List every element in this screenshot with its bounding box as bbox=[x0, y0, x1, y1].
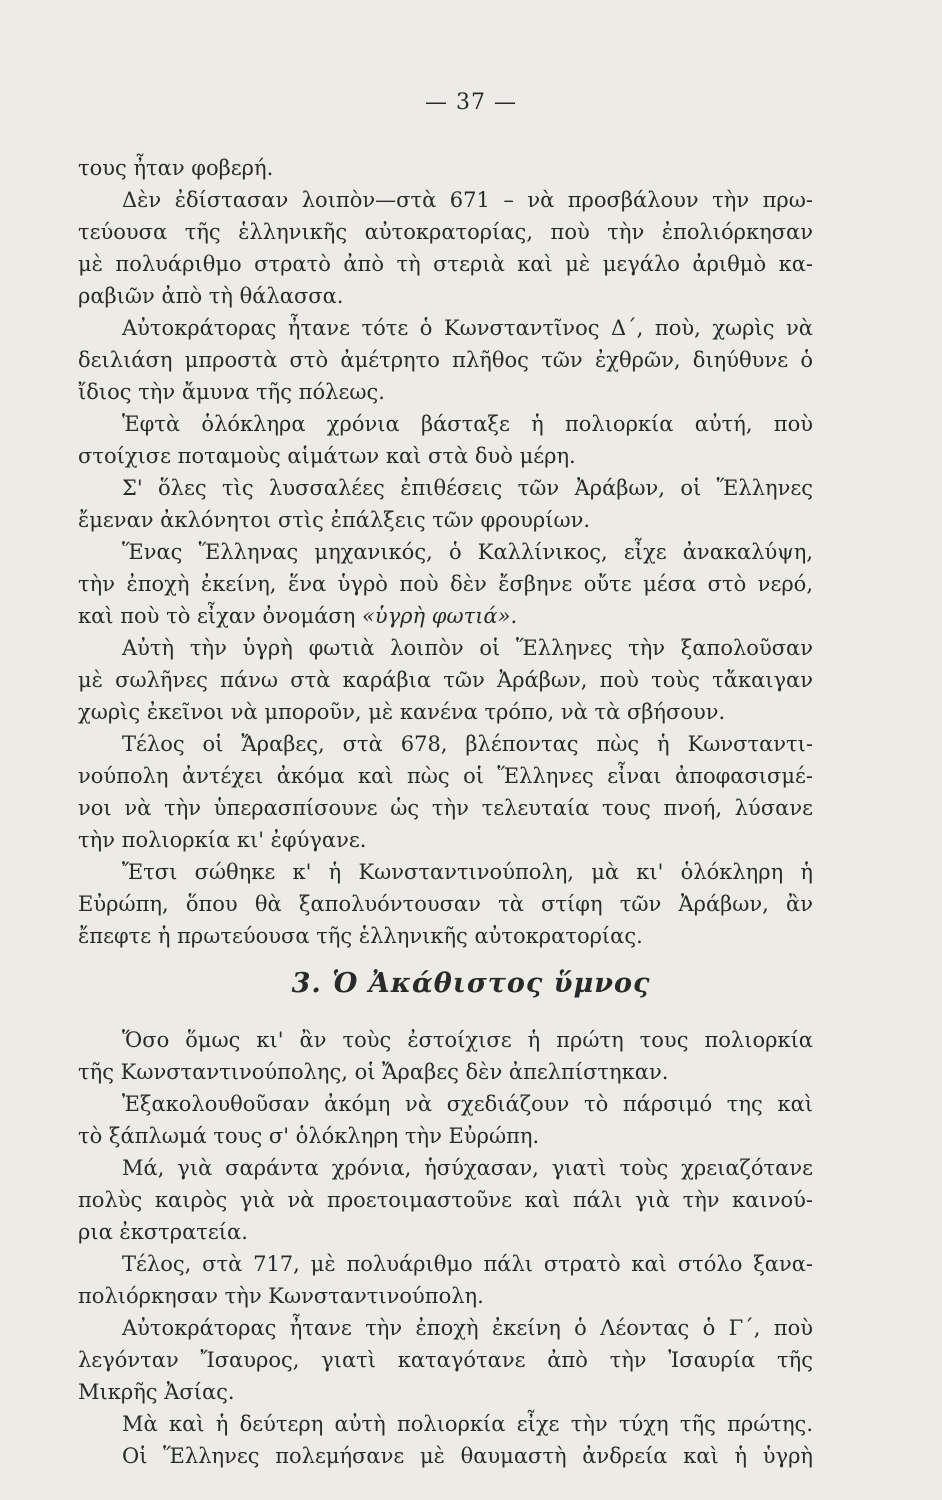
text-line: Τέλος οἱ Ἄραβες, στὰ 678, βλέποντας πὼς ἡ Κωνσταντι- bbox=[122, 732, 813, 756]
text-line: Αὐτοκράτορας ἦτανε τὴν ἐποχὴ ἐκείνη ὁ Λέοντας ὁ Γ΄, ποὺ bbox=[122, 1316, 813, 1340]
text-line: Δὲν ἐδίστασαν λοιπὸν—στὰ 671 – νὰ προσβάλουν τὴν πρω- bbox=[122, 188, 813, 212]
text-line: χωρὶς ἐκεῖνοι νὰ μποροῦν, μὲ κανένα τρόπο, νὰ τὰ σβήσουν. bbox=[78, 700, 726, 724]
text-line: τὴν πολιορκία κι' ἐφύγανε. bbox=[78, 828, 367, 852]
text-line: Μά, γιὰ σαράντα χρόνια, ἡσύχασαν, γιατὶ τοὺς χρειαζότανε bbox=[122, 1156, 813, 1180]
text-line: Ἔτσι σώθηκε κ' ἡ Κωνσταντινούπολη, μὰ κι' ὁλόκληρη ἡ bbox=[122, 860, 813, 884]
section-heading: 3. Ὁ Ἀκάθιστος ὕμνος bbox=[291, 968, 651, 999]
text-line: νούπολη ἀντέχει ἀκόμα καὶ πὼς οἱ Ἕλληνες εἶναι ἀποφασισμέ- bbox=[78, 764, 813, 788]
text-line: ραβιῶν ἀπὸ τὴ θάλασσα. bbox=[78, 284, 344, 308]
text-line: Ἕνας Ἕλληνας μηχανικός, ὁ Καλλίνικος, εἶχε ἀνακαλύψη, bbox=[122, 540, 813, 564]
text-segment: καὶ ποὺ τὸ εἶχαν ὀνομάση bbox=[78, 604, 356, 628]
emphasized-term: «ὑγρὴ φωτιά». bbox=[361, 604, 518, 628]
text-line: ἔμεναν ἀκλόνητοι στὶς ἐπάλξεις τῶν φρουρίων. bbox=[78, 508, 591, 532]
text-line: τεύουσα τῆς ἑλληνικῆς αὐτοκρατορίας, ποὺ τὴν ἐπολιόρκησαν bbox=[78, 220, 813, 244]
text-line: ἴδιος τὴν ἄμυνα τῆς πόλεως. bbox=[78, 380, 385, 404]
text-line: τους ἦταν φοβερή. bbox=[78, 156, 274, 180]
text-line: λεγόνταν Ἴσαυρος, γιατὶ καταγότανε ἀπὸ τὴν Ἰσαυρία τῆς bbox=[78, 1348, 813, 1372]
text-line: Ὅσο ὅμως κι' ἂν τοὺς ἐστοίχισε ἡ πρώτη τους πολιορκία bbox=[122, 1028, 813, 1052]
page-number: — 37 — bbox=[425, 90, 517, 115]
text-line: τὸ ξάπλωμά τους σ' ὁλόκληρη τὴν Εὐρώπη. bbox=[78, 1124, 540, 1148]
text-line: πολιόρκησαν τὴν Κωνσταντινούπολη. bbox=[78, 1284, 484, 1308]
text-line: ρια ἐκστρατεία. bbox=[78, 1220, 248, 1244]
text-line: Εὐρώπη, ὅπου θὰ ξαπολυόντουσαν τὰ στίφη τῶν Ἀράβων, ἂν bbox=[78, 892, 813, 916]
text-line: δειλιάση μπροστὰ στὸ ἀμέτρητο πλῆθος τῶν ἐχθρῶν, διηύθυνε ὁ bbox=[78, 348, 813, 372]
text-line: στοίχισε ποταμοὺς αἱμάτων καὶ στὰ δυὸ μέρη. bbox=[78, 444, 576, 468]
text-line: Ἑφτὰ ὁλόκληρα χρόνια βάσταξε ἡ πολιορκία αὐτή, ποὺ bbox=[122, 412, 813, 436]
text-line: ἔπεφτε ἡ πρωτεύουσα τῆς ἑλληνικῆς αὐτοκρατορίας. bbox=[78, 924, 643, 948]
text-line: πολὺς καιρὸς γιὰ νὰ προετοιμαστοῦνε καὶ πάλι γιὰ τὴν καινού- bbox=[78, 1188, 813, 1212]
text-line: Αὐτὴ τὴν ὑγρὴ φωτιὰ λοιπὸν οἱ Ἕλληνες τὴν ξαπολοῦσαν bbox=[122, 636, 813, 660]
text-line: Αὐτοκράτορας ἦτανε τότε ὁ Κωνσταντῖνος Δ΄, ποὺ, χωρὶς νὰ bbox=[122, 316, 813, 340]
text-line: Ἐξακολουθοῦσαν ἀκόμη νὰ σχεδιάζουν τὸ πάρσιμό της καὶ bbox=[122, 1092, 813, 1116]
text-line: Τέλος, στὰ 717, μὲ πολυάριθμο πάλι στρατὸ καὶ στόλο ξανα- bbox=[122, 1252, 813, 1276]
text-line: τῆς Κωνσταντινούπολης, οἱ Ἄραβες δὲν ἀπελπίστηκαν. bbox=[78, 1060, 669, 1084]
text-line: μὲ πολυάριθμο στρατὸ ἀπὸ τὴ στεριὰ καὶ μὲ μεγάλο ἀριθμὸ κα- bbox=[78, 252, 813, 276]
text-line: μὲ σωλῆνες πάνω στὰ καράβια τῶν Ἀράβων, ποὺ τοὺς τἄκαιγαν bbox=[78, 668, 813, 692]
text-line: Οἱ Ἕλληνες πολεμήσανε μὲ θαυμαστὴ ἀνδρεία καὶ ἡ ὑγρὴ bbox=[122, 1444, 813, 1468]
text-line: Μὰ καὶ ἡ δεύτερη αὐτὴ πολιορκία εἶχε τὴν τύχη τῆς πρώτης. bbox=[122, 1412, 813, 1436]
text-line: Σ' ὅλες τὶς λυσσαλέες ἐπιθέσεις τῶν Ἀράβων, οἱ Ἕλληνες bbox=[122, 476, 813, 500]
text-line: νοι νὰ τὴν ὑπερασπίσουνε ὡς τὴν τελευταία τους πνοή, λύσανε bbox=[78, 796, 813, 820]
text-line: τὴν ἐποχὴ ἐκείνη, ἕνα ὑγρὸ ποὺ δὲν ἔσβηνε οὔτε μέσα στὸ νερό, bbox=[78, 572, 813, 596]
text-line: Μικρῆς Ἀσίας. bbox=[78, 1380, 235, 1404]
text-line bbox=[78, 600, 813, 632]
